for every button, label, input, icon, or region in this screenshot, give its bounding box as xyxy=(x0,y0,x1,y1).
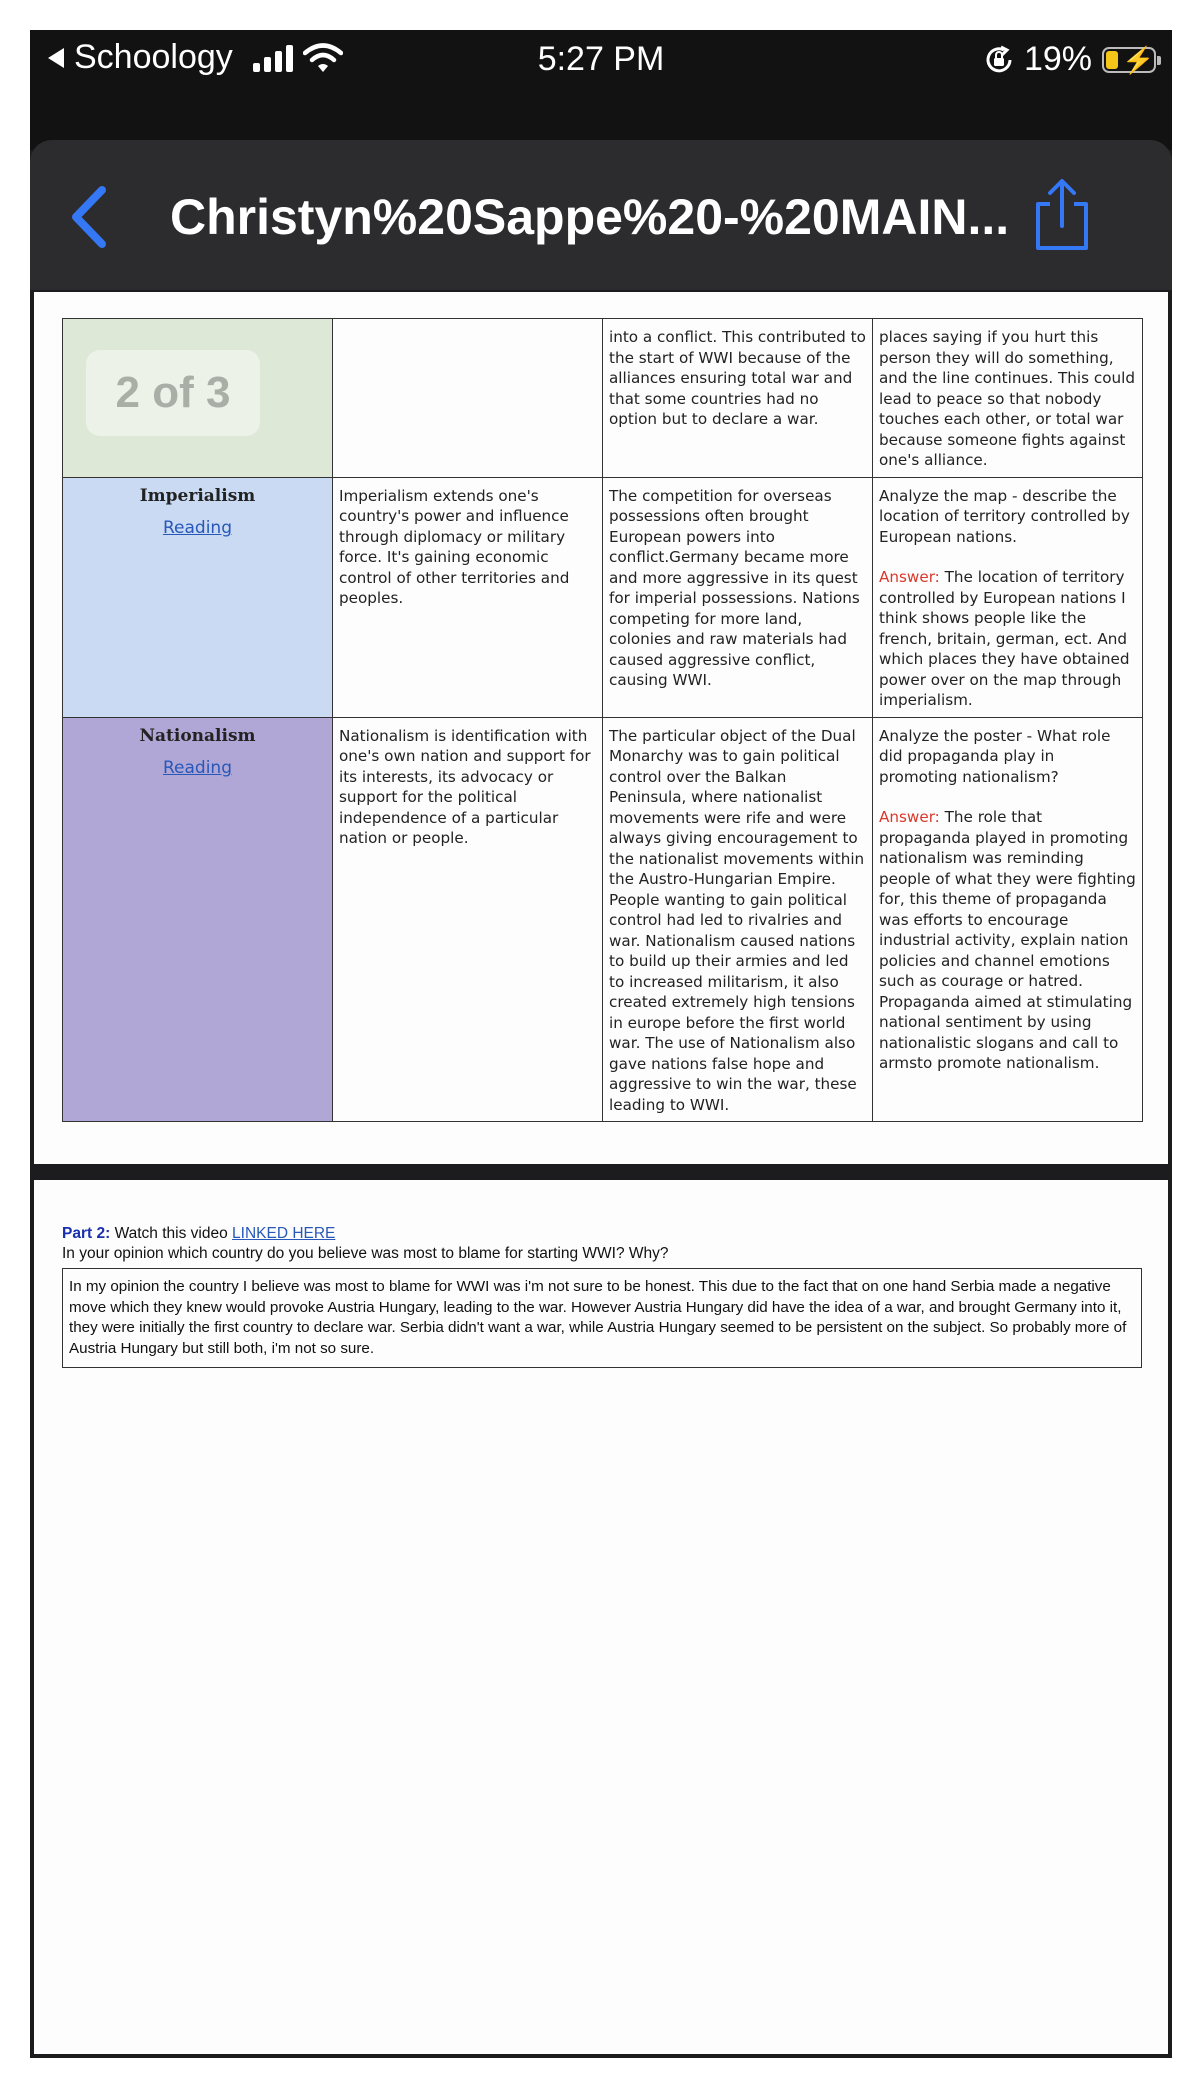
part2-section xyxy=(62,1224,1142,1368)
page-separator xyxy=(34,1164,1168,1180)
battery-percent: 19% xyxy=(1023,40,1092,78)
part2-answer-box: In my opinion the country I believe was most to blame for WWI was i'm not sure to be honest. This due to the fact that on one hand Serbia made a negative move which they knew would provoke Austria Hungary, leading to the war. However Austria Hungary did have the idea of a war, and brought Germany into it, they were initially the first country to declare war. Serbia didn't want a war, while Austria Hungary seemed to be persistent on the subject. So probably more of Austria Hungary but still both, i'm not so sure. xyxy=(62,1268,1142,1368)
share-icon[interactable] xyxy=(1030,178,1094,252)
page-indicator: 2 of 3 xyxy=(86,350,260,436)
answer-label: Answer: xyxy=(879,808,940,826)
answer-text xyxy=(879,807,1136,1074)
definition-cell xyxy=(333,319,603,478)
chevron-left-icon[interactable] xyxy=(60,182,120,252)
question-text: Analyze the poster - What role did propaganda play in promoting nationalism? xyxy=(879,726,1111,786)
reading-link[interactable]: Reading xyxy=(162,758,232,778)
part2-intro: Watch this video xyxy=(114,1225,228,1242)
question-text: Analyze the map - describe the location of territory controlled by European nations. xyxy=(879,486,1130,546)
row-label-cell xyxy=(63,717,333,1122)
document-title: Christyn%20Sappe%20-%20MAIN... xyxy=(170,189,1010,245)
back-app-label: Schoology xyxy=(74,38,233,76)
clock: 5:27 PM xyxy=(537,40,665,78)
part2-label: Part 2: xyxy=(62,1225,111,1242)
part2-instruction xyxy=(62,1224,1142,1244)
cause-cell: The particular object of the Dual Monarchy was to gain political control over the Balkan Peninsula, where nationalist movements were rife and were always giving encouragement to the nationalist movements within the Austro-Hungarian Empire. People wanting to gain political control had led to rivalries and war. Nationalism caused nations to build up their armies and led to increased militarism, it also created extremely high tensions in europe before the first world war. The use of Nationalism also gave nations false hope and aggressive to win the war, these leading to WWI. xyxy=(603,717,873,1122)
reading-link[interactable]: Reading xyxy=(162,518,232,538)
answer-body: The role that propaganda played in promoting nationalism was reminding people of what they were fighting for, this theme of propaganda was efforts to encourage industrial activity, explain nation policies and channel emotions such as courage or hatred. Propaganda aimed at stimulating national sentiment by using nationalistic slogans and call to armsto promote nationalism. xyxy=(879,808,1136,1072)
row-label-cell xyxy=(63,477,333,717)
answer-text xyxy=(879,567,1136,711)
video-link[interactable]: LINKED HERE xyxy=(232,1225,336,1242)
definition-cell: Nationalism is identification with one's own nation and support for its interests, its advocacy or support for the political independence of a particular nation or people. xyxy=(333,717,603,1122)
row-label: Imperialism xyxy=(139,485,256,506)
part2-question: In your opinion which country do you believe was most to blame for starting WWI? Why? xyxy=(62,1245,669,1262)
cause-cell: into a conflict. This contributed to the start of WWI because of the alliances ensuring total war and that some countries had no option but to declare a war. xyxy=(603,319,873,478)
nav-bar xyxy=(30,140,1172,290)
definition-cell: Imperialism extends one's country's power and influence through diplomacy or military force. It's gaining economic control of other territories and peoples. xyxy=(333,477,603,717)
orientation-lock-icon xyxy=(984,45,1014,75)
cause-cell: The competition for overseas possessions often brought European powers into conflict.Germany became more and more aggressive in its quest for imperial possessions. Nations competing for more land, colonies and raw materials had caused aggressive conflict, causing WWI. xyxy=(603,477,873,717)
battery-charging-icon: ⚡ xyxy=(1102,47,1156,73)
answer-label: Answer: xyxy=(879,568,940,586)
question-cell: places saying if you hurt this person they will do something, and the line continues. This could lead to peace so that nobody touches each other, or total war because someone fights against one's alliance. xyxy=(873,319,1143,478)
table-row xyxy=(63,477,1143,717)
question-cell xyxy=(873,477,1143,717)
causes-table xyxy=(62,318,1143,1122)
status-bar xyxy=(30,30,1172,150)
answer-body: The location of territory controlled by European nations I think shows people like the french, britain, german, ect. And which places they have obtained power over on the map through imperialism. xyxy=(879,568,1130,709)
question-cell xyxy=(873,717,1143,1122)
row-label: Nationalism xyxy=(139,725,256,746)
table-row xyxy=(63,717,1143,1122)
